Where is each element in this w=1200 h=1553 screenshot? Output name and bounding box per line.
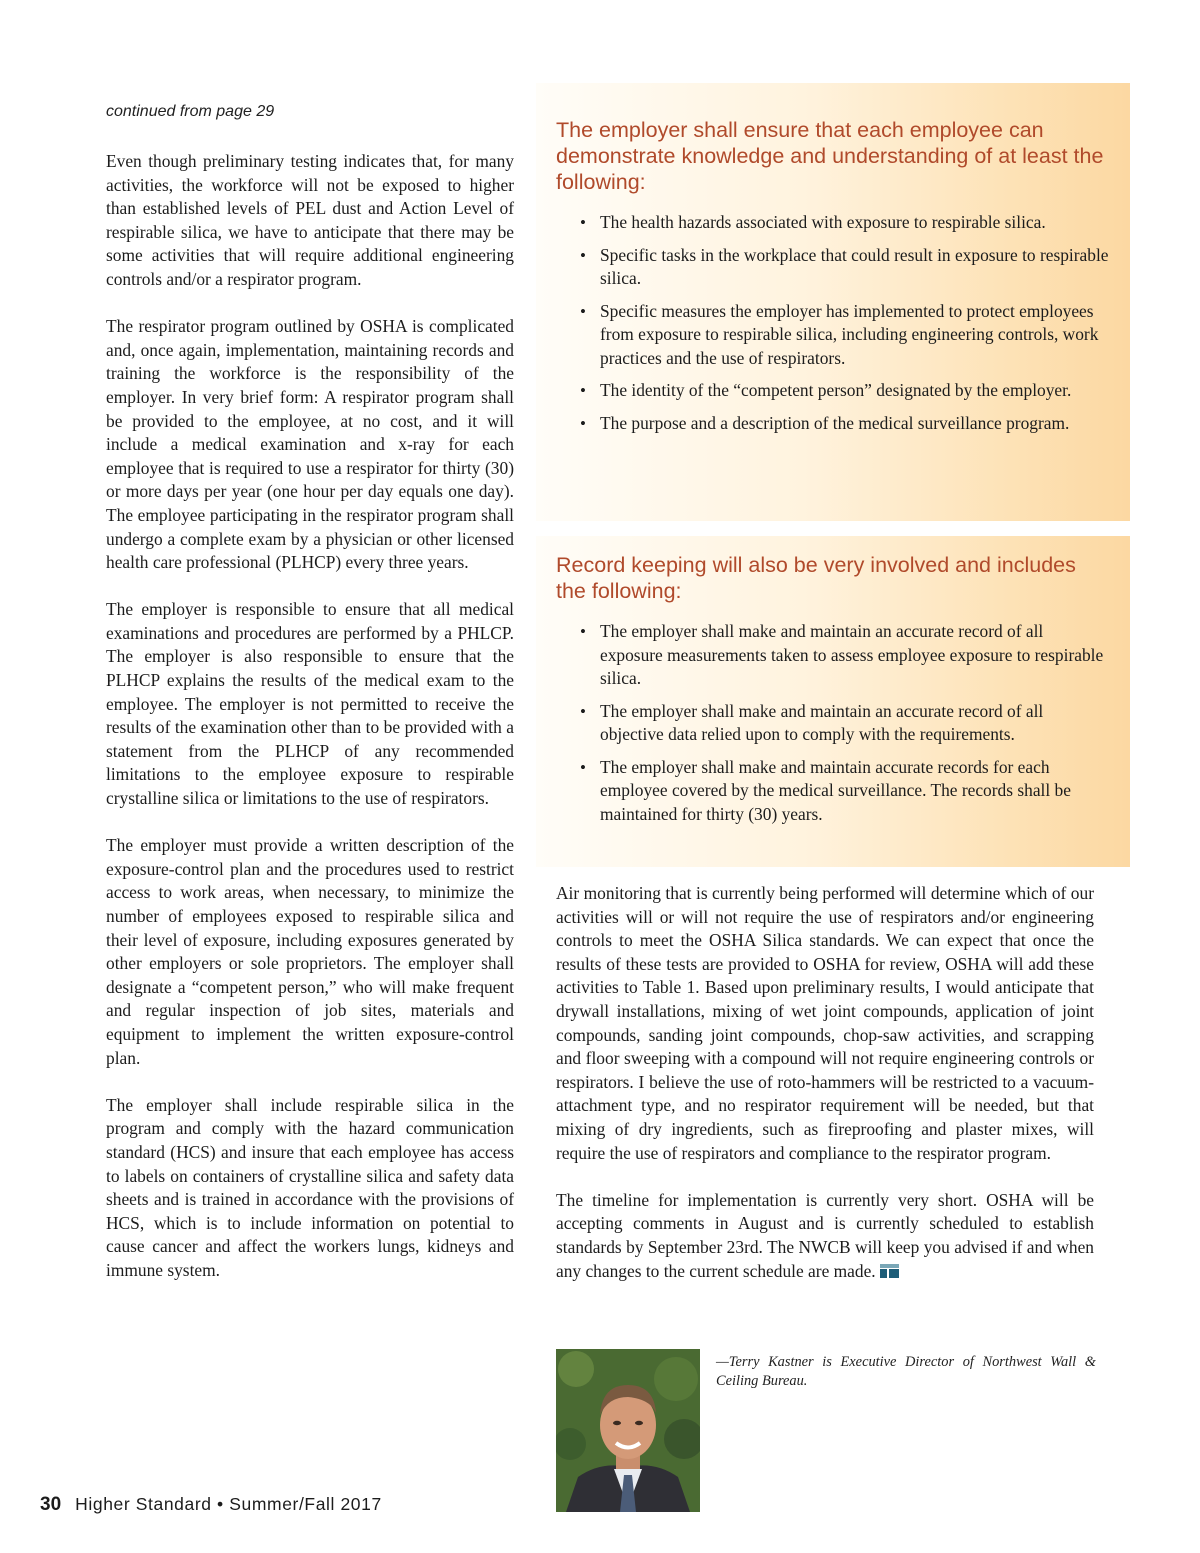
list-item-text: The purpose and a description of the medical surveillance program. [600, 412, 1070, 433]
end-mark-icon [880, 1264, 899, 1278]
continued-note: continued from page 29 [106, 103, 275, 120]
list-item [580, 244, 1110, 291]
bullet-icon: • [580, 757, 586, 777]
list-item [580, 300, 1110, 371]
body-paragraph: The employer shall include respirable silica in the program and comply with the hazard communication standard (HCS) and insure that each employee has access to labels on containers of crystalline silica and safety data sheets and is trained in accordance with the provisions of HCS, which is to include information on potential to cause cancer and affect the workers lungs, kidneys and immune system. [106, 1094, 514, 1280]
bullet-icon: • [580, 245, 586, 265]
bullet-icon: • [580, 213, 586, 232]
knowledge-sidebar [536, 83, 1130, 521]
author-portrait-image [556, 1349, 700, 1512]
list-item [580, 211, 1110, 235]
bullet-list [556, 620, 1110, 826]
right-column-body [556, 882, 1094, 1307]
author-caption: —Terry Kastner is Executive Director of Northwest Wall & Ceiling Bureau. [716, 1354, 1096, 1389]
right-column-sidebars [536, 83, 1130, 867]
list-item [580, 379, 1110, 403]
bullet-icon: • [580, 413, 586, 433]
list-item-text: The employer shall make and maintain accurate records for each employee covered by the medical surveillance. The records shall be maintained for thirty (30) years. [600, 756, 1071, 824]
publication-info: Higher Standard • Summer/Fall 2017 [75, 1494, 382, 1514]
list-item [580, 412, 1110, 436]
list-item [580, 756, 1110, 827]
records-sidebar [536, 536, 1130, 867]
closing-text: The timeline for implementation is currently very short. OSHA will be accepting comments in August and is currently scheduled to establish standards by September 23rd. The NWCB will keep you advised if and when any changes to the current schedule are made. [556, 1189, 1094, 1281]
list-item-text: Specific tasks in the workplace that could result in exposure to respirable silica. [600, 244, 1109, 288]
list-item-text: Specific measures the employer has implemented to protect employees from exposure to respirable silica, including engineering controls, work practices and the use of respirators. [600, 300, 1099, 368]
list-item-text: The employer shall make and maintain an accurate record of all objective data relied upon to comply with the requirements. [600, 700, 1044, 744]
author-photo [556, 1349, 700, 1512]
sidebar-heading: Record keeping will also be very involved and includes the following: [556, 553, 1076, 603]
body-paragraph: The employer must provide a written description of the exposure-control plan and the procedures used to restrict access to work areas, when necessary, to minimize the number of employees exposed to respirable silica and their level of exposure, including exposures generated by other employers or sole proprietors. The employer shall designate a “competent person,” who will make frequent and regular inspection of job sites, materials and equipment to implement the written exposure-control plan. [106, 835, 514, 1068]
left-column [106, 100, 514, 1306]
bullet-icon: • [580, 622, 586, 641]
list-item-text: The health hazards associated with exposure to respirable silica. [600, 212, 1046, 232]
page-footer [40, 1494, 382, 1516]
list-item-text: The employer shall make and maintain an accurate record of all exposure measurements taken to assess employee exposure to respirable silica. [600, 621, 1104, 688]
body-paragraph: The respirator program outlined by OSHA is complicated and, once again, implementation, maintaining records and training the workforce is the responsibility of the employer. In very brief form: A respirator program shall be provided to the employee, at no cost, and it will include a medical examination and x-ray for each employee that is required to use a respirator for thirty (30) or more days per year (one hour per day equals one day). The employee participating in the respirator program shall undergo a complete exam by a physician or other licensed health care professional (PLHCP) every three years. [106, 316, 514, 573]
bullet-icon: • [580, 381, 586, 400]
body-paragraph: Air monitoring that is currently being performed will determine which of our activities will or will not require the use of respirators and/or engineering controls to meet the OSHA Silica standards. We can expect that once the results of these tests are provided to OSHA for review, OSHA will add these activities to Table 1. Based upon preliminary results, I would anticipate that drywall installations, mixing of wet joint compounds, application of joint compounds, sanding joint compounds, chop-saw activities, and scrapping and floor sweeping with a compound will not require engineering controls or respirators. I believe the use of roto-hammers will be restricted to a vacuum-attachment type, and no respirator requirement will be needed, but that mixing of dry ingredients, such as fireproofing and plaster mixes, will require the use of respirators and compliance to the respirator program. [556, 883, 1094, 1163]
bullet-icon: • [580, 301, 586, 321]
list-item-text: The identity of the “competent person” designated by the employer. [600, 380, 1072, 400]
bullet-list [556, 211, 1110, 435]
body-paragraph: The employer is responsible to ensure that all medical examinations and procedures are performed by a PHLCP. The employer is also responsible to ensure that the PLHCP explains the results of the medical exam to the employee. The employer is not permitted to receive the results of the examination other than to be provided with a statement from the PLHCP of any recommended limitations to the employee exposure to respirable crystalline silica or limitations to the use of respirators. [106, 599, 514, 809]
list-item [580, 620, 1110, 691]
body-paragraph: Even though preliminary testing indicates that, for many activities, the workforce will not be exposed to higher than established levels of PEL dust and Action Level of respirable silica, we have to anticipate that there may be some activities that will require additional engineering controls and/or a respirator program. [106, 151, 514, 289]
closing-paragraph [556, 1189, 1094, 1283]
page-number: 30 [40, 1494, 62, 1515]
list-item [580, 700, 1110, 747]
sidebar-heading: The employer shall ensure that each employee can demonstrate knowledge and understanding of at least the following: [556, 118, 1104, 194]
bullet-icon: • [580, 701, 586, 721]
